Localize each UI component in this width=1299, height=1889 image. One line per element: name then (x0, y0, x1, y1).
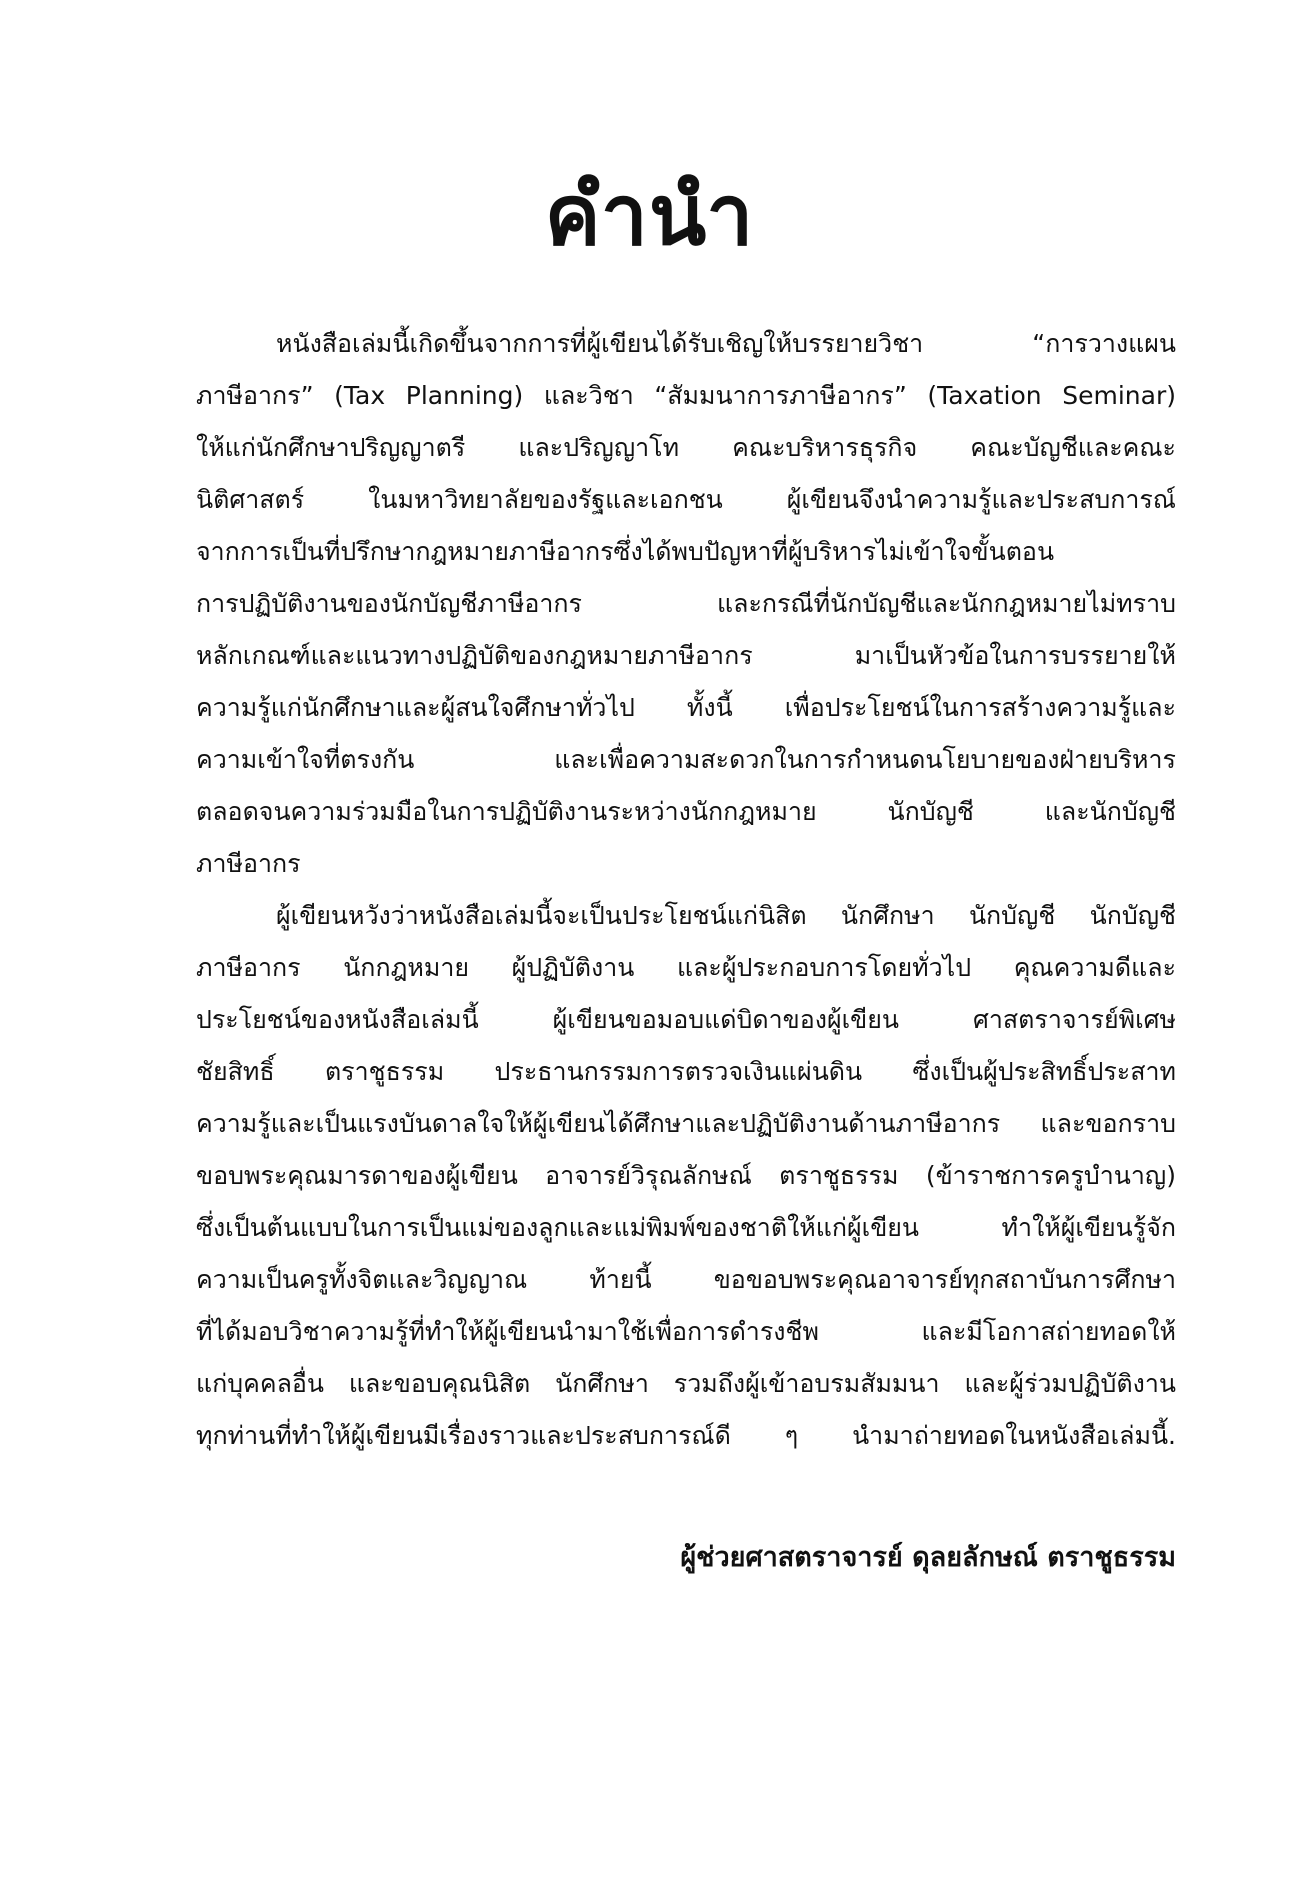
text-line: ที่ได้มอบวิชาความรู้ที่ทำให้ผู้เขียนนำมาใช้เพื่อการดำรงชีพ และมีโอกาสถ่ายทอดให้ (196, 1317, 1176, 1346)
page-title: คำนำ (544, 166, 755, 264)
text-line: ความรู้และเป็นแรงบันดาลใจให้ผู้เขียนได้ศึกษาและปฏิบัติงานด้านภาษีอากร และขอกราบ (196, 1109, 1176, 1138)
text-line: ความเข้าใจที่ตรงกัน และเพื่อความสะดวกในการกำหนดนโยบายของฝ่ายบริหาร (196, 745, 1176, 774)
text-line: การปฏิบัติงานของนักบัญชีภาษีอากร และกรณีที่นักบัญชีและนักกฎหมายไม่ทราบ (196, 589, 1176, 618)
text-line: ประโยชน์ของหนังสือเล่มนี้ ผู้เขียนขอมอบแด่บิดาของผู้เขียน ศาสตราจารย์พิเศษ (196, 1005, 1176, 1034)
text-line: ผู้เขียนหวังว่าหนังสือเล่มนี้จะเป็นประโยชน์แก่นิสิต นักศึกษา นักบัญชี นักบัญชี (276, 901, 1176, 930)
text-line: หนังสือเล่มนี้เกิดขึ้นจากการที่ผู้เขียนได้รับเชิญให้บรรยายวิชา “การวางแผน (276, 329, 1176, 358)
text-line: ภาษีอากร” (Tax Planning) และวิชา “สัมมนาการภาษีอากร” (Taxation Seminar) (196, 381, 1176, 410)
text-line: หลักเกณฑ์และแนวทางปฏิบัติของกฎหมายภาษีอากร มาเป็นหัวข้อในการบรรยายให้ (196, 641, 1176, 670)
paragraph-1 (196, 318, 1176, 890)
foreword-body (196, 318, 1176, 1462)
text-line: นิติศาสตร์ ในมหาวิทยาลัยของรัฐและเอกชน ผู้เขียนจึงนำความรู้และประสบการณ์ (196, 485, 1176, 514)
text-line: ความรู้แก่นักศึกษาและผู้สนใจศึกษาทั่วไป ทั้งนี้ เพื่อประโยชน์ในการสร้างความรู้และ (196, 693, 1176, 722)
text-line: ทุกท่านที่ทำให้ผู้เขียนมีเรื่องราวและประสบการณ์ดี ๆ นำมาถ่ายทอดในหนังสือเล่มนี้. (196, 1421, 1176, 1450)
text-line: แก่บุคคลอื่น และขอบคุณนิสิต นักศึกษา รวมถึงผู้เข้าอบรมสัมมนา และผู้ร่วมปฏิบัติงาน (196, 1369, 1176, 1398)
text-line: ชัยสิทธิ์ ตราชูธรรม ประธานกรรมการตรวจเงินแผ่นดิน ซึ่งเป็นผู้ประสิทธิ์ประสาท (196, 1057, 1176, 1086)
text-line: ภาษีอากร นักกฎหมาย ผู้ปฏิบัติงาน และผู้ประกอบการโดยทั่วไป คุณความดีและ (196, 953, 1176, 982)
text-line: ภาษีอากร (196, 849, 301, 878)
paragraph-2 (196, 890, 1176, 1462)
text-line: ซึ่งเป็นต้นแบบในการเป็นแม่ของลูกและแม่พิมพ์ของชาติให้แก่ผู้เขียน ทำให้ผู้เขียนรู้จัก (196, 1213, 1176, 1242)
text-line: ตลอดจนความร่วมมือในการปฏิบัติงานระหว่างนักกฎหมาย นักบัญชี และนักบัญชี (196, 797, 1176, 826)
text-line: ความเป็นครูทั้งจิตและวิญญาณ ท้ายนี้ ขอขอบพระคุณอาจารย์ทุกสถาบันการศึกษา (196, 1265, 1176, 1294)
text-line: ขอบพระคุณมารดาของผู้เขียน อาจารย์วิรุณลักษณ์ ตราชูธรรม (ข้าราชการครูบำนาญ) (196, 1161, 1176, 1190)
text-line: ให้แก่นักศึกษาปริญญาตรี และปริญญาโท คณะบริหารธุรกิจ คณะบัญชีและคณะ (196, 433, 1176, 462)
text-line: จากการเป็นที่ปรึกษากฎหมายภาษีอากรซึ่งได้พบปัญหาที่ผู้บริหารไม่เข้าใจขั้นตอน (196, 537, 1055, 566)
author-signature: ผู้ช่วยศาสตราจารย์ ดุลยลักษณ์ ตราชูธรรม (680, 1542, 1176, 1573)
